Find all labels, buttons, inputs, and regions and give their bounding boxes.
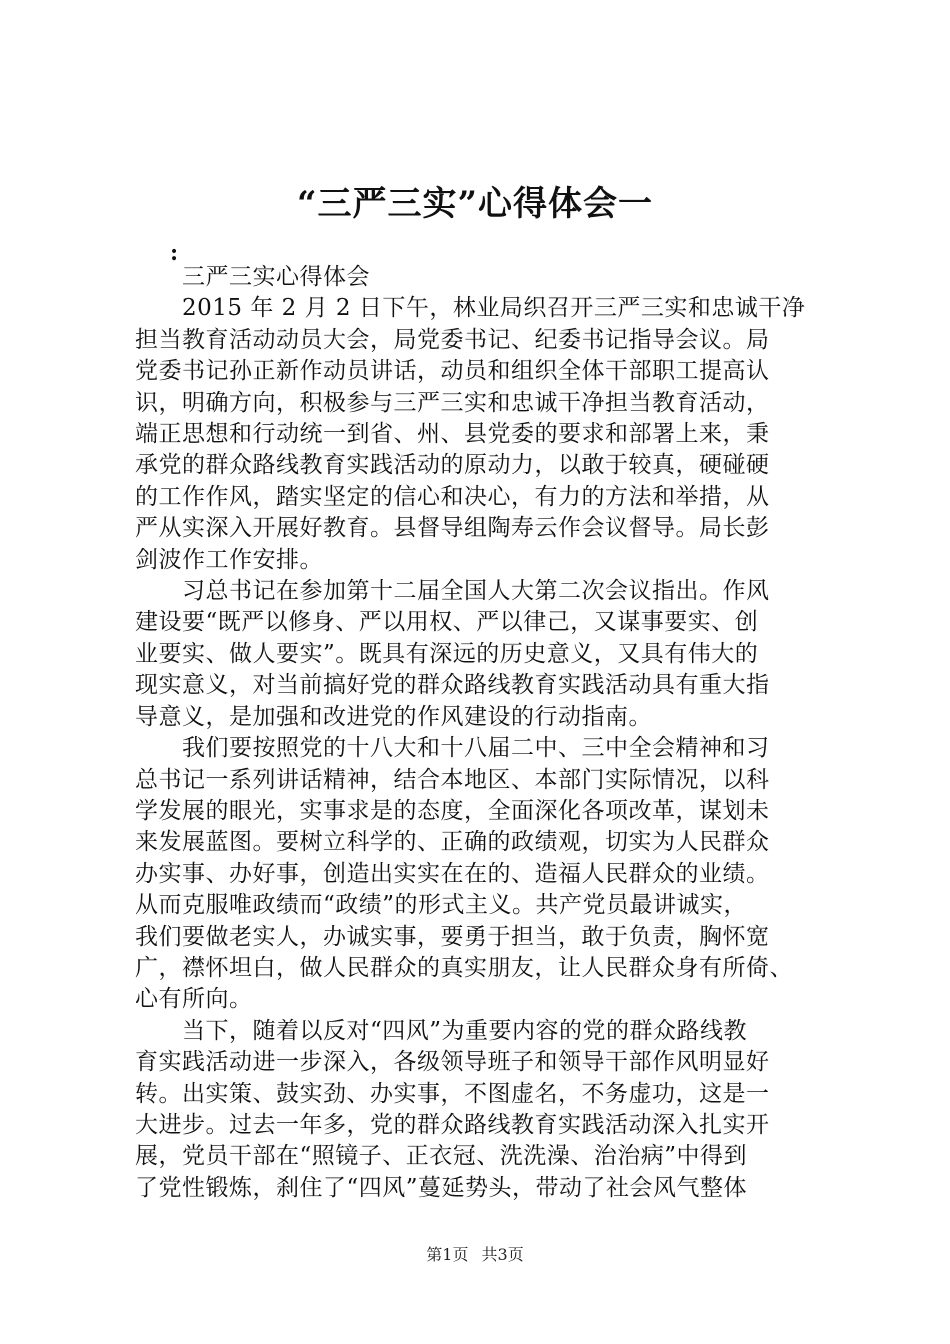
text-line: 习总书记在参加第十二届全国人大第二次会议指出。作风 <box>182 578 770 605</box>
text-line: 我们要按照党的十八大和十八届二中、三中全会精神和习 <box>182 735 770 762</box>
text-line: 育实践活动进一步深入，各级领导班子和领导干部作风明显好 <box>135 1049 770 1076</box>
text-line: 建设要“既严以修身、严以用权、严以律己，又谋事要实、创 <box>135 609 759 636</box>
page-footer <box>0 1244 950 1266</box>
text-line: 来发展蓝图。要树立科学的、正确的政绩观，切实为人民群众 <box>135 829 770 856</box>
text-line: 办实事、办好事，创造出实实在在的、造福人民群众的业绩。 <box>135 860 770 887</box>
page-total: 共3页 <box>481 1245 524 1264</box>
text-line: 严从实深入开展好教育。县督导组陶寿云作会议督导。局长彭 <box>135 515 770 542</box>
text-line: 端正思想和行动统一到省、州、县党委的要求和部署上来，秉 <box>135 421 770 448</box>
body-paragraph <box>135 1016 835 1204</box>
body-paragraph <box>135 293 835 576</box>
text-line: 广，襟怀坦白，做人民群众的真实朋友，让人民群众身有所倚、 <box>135 954 793 981</box>
text-line: 了党性锻炼，刹住了“四风”蔓延势头，带动了社会风气整体 <box>135 1174 748 1201</box>
text-line: 业要实、做人要实”。既具有深远的历史意义，又具有伟大的 <box>135 640 759 667</box>
text-line: 大进步。过去一年多，党的群众路线教育实践活动深入扎实开 <box>135 1111 770 1138</box>
text-line: 2015 年 2 月 2 日下午，林业局织召开三严三实和忠诚干净 <box>182 295 806 322</box>
text-line: 的工作作风，踏实坚定的信心和决心，有力的方法和举措，从 <box>135 483 770 510</box>
colon-mark: : <box>170 240 179 266</box>
text-line: 我们要做老实人，办诚实事，要勇于担当，敢于负责，胸怀宽 <box>135 923 770 950</box>
text-line: 担当教育活动动员大会，局党委书记、纪委书记指导会议。局 <box>135 326 770 353</box>
text-line: 展，党员干部在“照镜子、正衣冠、洗洗澡、治治病”中得到 <box>135 1143 748 1170</box>
text-line: 剑波作工作安排。 <box>135 546 323 573</box>
text-line: 承党的群众路线教育实践活动的原动力，以敢于较真，硬碰硬 <box>135 452 770 479</box>
text-line: 心有所向。 <box>135 986 253 1013</box>
document-title: “三严三实”心得体会一 <box>296 184 654 224</box>
body-paragraph <box>135 733 835 1016</box>
text-line: 识，明确方向，积极参与三严三实和忠诚干净担当教育活动， <box>135 389 770 416</box>
text-line: 党委书记孙正新作动员讲话，动员和组织全体干部职工提高认 <box>135 358 770 385</box>
text-line: 转。出实策、鼓实劲、办实事，不图虚名，不务虚功，这是一 <box>135 1080 770 1107</box>
text-line: 当下，随着以反对“四风”为重要内容的党的群众路线教 <box>182 1017 748 1044</box>
text-line: 三严三实心得体会 <box>182 264 370 290</box>
body-paragraph <box>135 576 835 733</box>
document-body <box>135 262 835 1204</box>
subtitle-paragraph <box>135 262 835 293</box>
text-line: 学发展的眼光，实事求是的态度，全面深化各项改革，谋划未 <box>135 797 770 824</box>
page-number: 第1页 <box>426 1245 469 1264</box>
text-line: 总书记一系列讲话精神，结合本地区、本部门实际情况，以科 <box>135 766 770 793</box>
text-line: 从而克服唯政绩而“政绩”的形式主义。共产党员最讲诚实， <box>135 892 748 919</box>
text-line: 现实意义，对当前搞好党的群众路线教育实践活动具有重大指 <box>135 672 770 699</box>
text-line: 导意义，是加强和改进党的作风建设的行动指南。 <box>135 703 652 730</box>
